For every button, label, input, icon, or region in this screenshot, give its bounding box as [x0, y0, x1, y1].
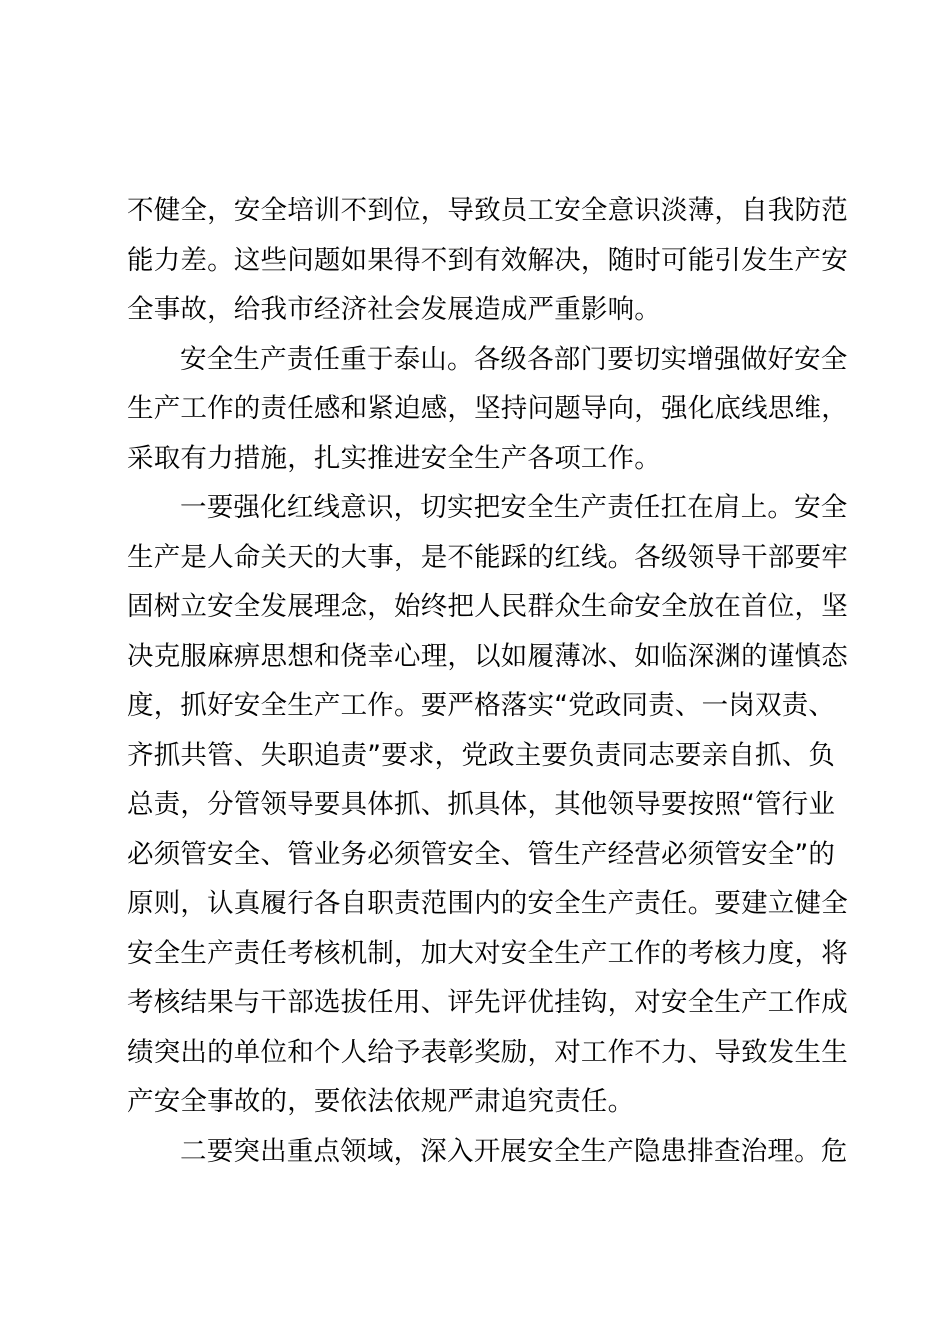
text-line: 生产工作的责任感和紧迫感，坚持问题导向，强化底线思维，: [127, 393, 848, 424]
text-line: 原则，认真履行各自职责范围内的安全生产责任。要建立健全: [127, 888, 848, 919]
text-line: 考核结果与干部选拔任用、评先评优挂钩，对安全生产工作成: [127, 987, 848, 1018]
paragraph-first-line: 二要突出重点领域，深入开展安全生产隐患排查治理。危: [180, 1135, 848, 1167]
text-line: 全事故，给我市经济社会发展造成严重影响。: [127, 294, 661, 325]
text-line: 采取有力措施，扎实推进安全生产各项工作。: [127, 442, 661, 474]
paragraph-first-line: 安全生产责任重于泰山。各级各部门要切实增强做好安全: [180, 343, 848, 375]
paragraph-first-line: 一要强化红线意识，切实把安全生产责任扛在肩上。安全: [180, 492, 848, 523]
text-line: 决克服麻痹思想和侥幸心理，以如履薄冰、如临深渊的谨慎态: [127, 640, 848, 672]
document-body: [127, 186, 848, 1176]
text-line: 固树立安全发展理念，始终把人民群众生命安全放在首位，坚: [127, 591, 848, 622]
text-line: 齐抓共管、失职追责”要求，党政主要负责同志要亲自抓、负: [127, 739, 836, 771]
text-line: 必须管安全、管业务必须管安全、管生产经营必须管安全”的: [127, 838, 836, 870]
text-line: 能力差。这些问题如果得不到有效解决，随时可能引发生产安: [127, 244, 848, 276]
text-line: 产安全事故的，要依法依规严肃追究责任。: [127, 1086, 635, 1117]
text-line: 不健全，安全培训不到位，导致员工安全意识淡薄，自我防范: [127, 195, 848, 226]
text-line: 绩突出的单位和个人给予表彰奖励，对工作不力、导致发生生: [127, 1036, 848, 1068]
text-line: 生产是人命关天的大事，是不能踩的红线。各级领导干部要牢: [127, 541, 848, 573]
text-line: 度，抓好安全生产工作。要严格落实“党政同责、一岗双责、: [127, 690, 836, 721]
text-line: 安全生产责任考核机制，加大对安全生产工作的考核力度，将: [127, 937, 848, 969]
text-line: 总责，分管领导要具体抓、抓具体，其他领导要按照“管行业: [127, 789, 836, 820]
